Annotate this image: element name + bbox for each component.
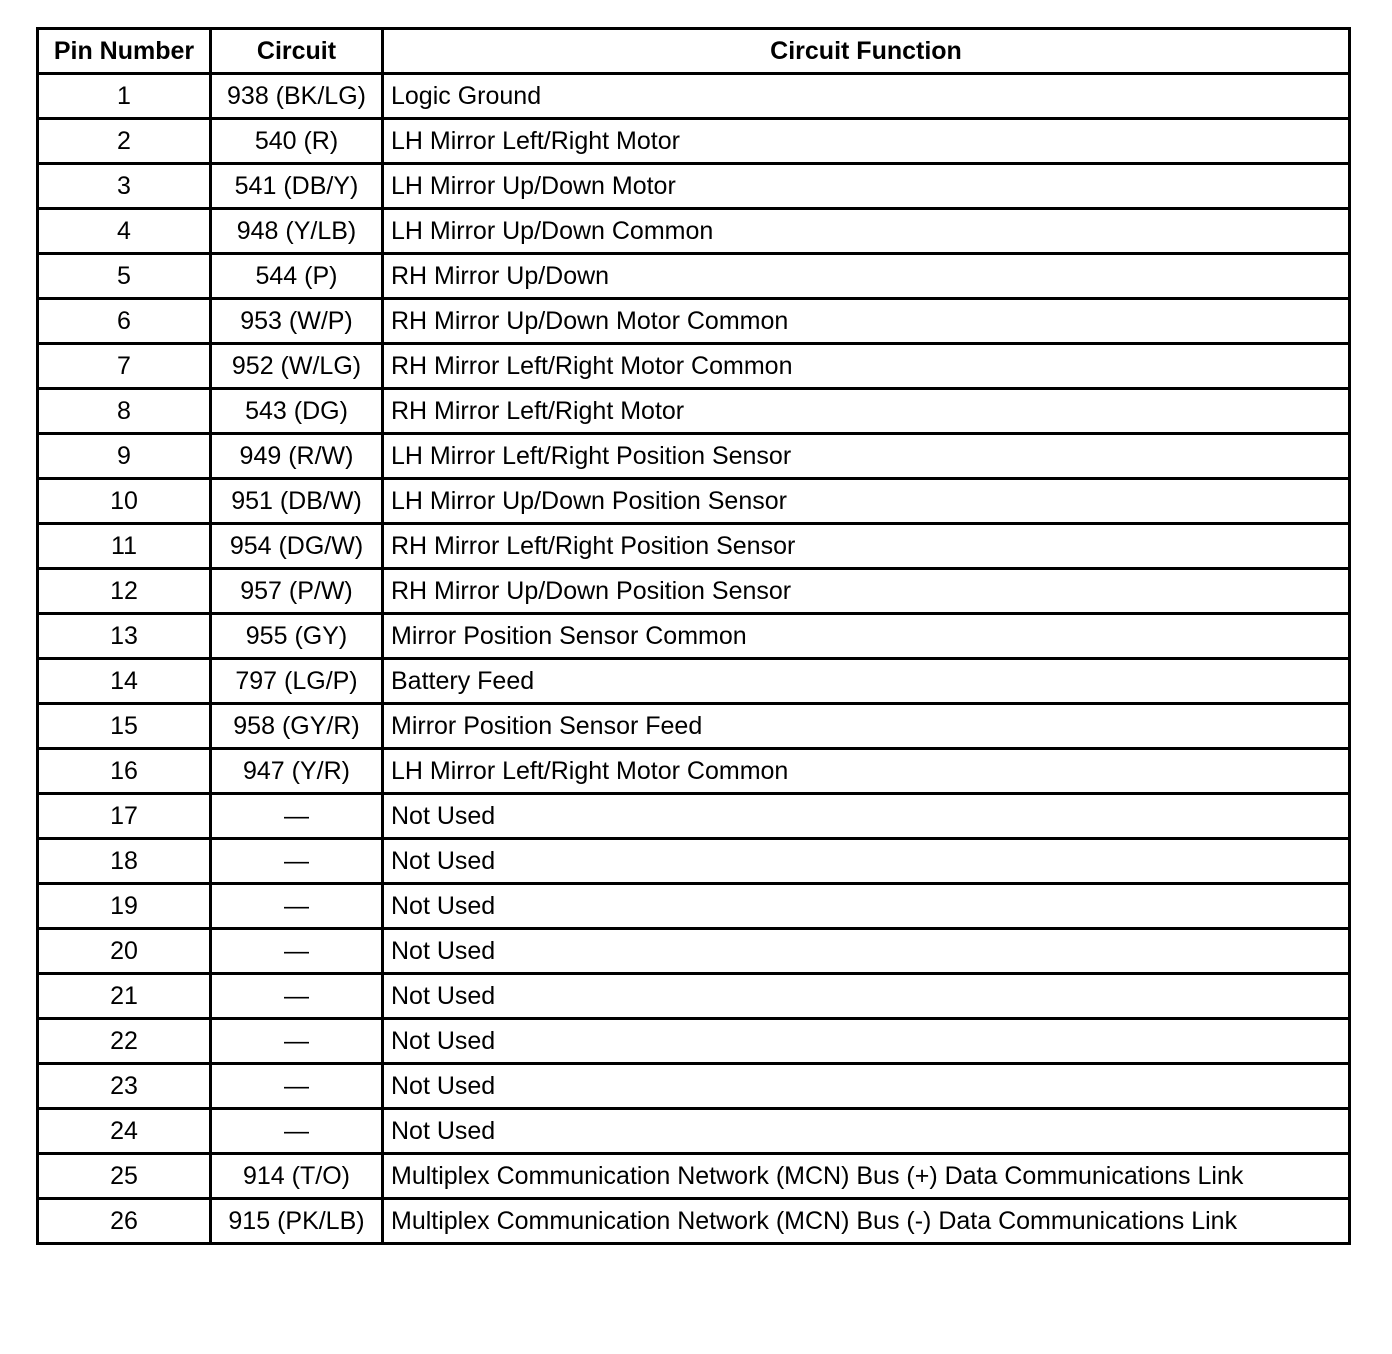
pin-number-cell: 16: [38, 749, 211, 794]
circuit-cell: 915 (PK/LB): [211, 1199, 383, 1244]
pin-number-cell: 3: [38, 164, 211, 209]
circuit-cell: 914 (T/O): [211, 1154, 383, 1199]
table-row: [38, 1109, 1350, 1154]
circuit-cell: 952 (W/LG): [211, 344, 383, 389]
table-row: [38, 389, 1350, 434]
circuit-cell: —: [211, 1109, 383, 1154]
circuit-function-cell: RH Mirror Up/Down Motor Common: [383, 299, 1350, 344]
table-row: [38, 344, 1350, 389]
circuit-function-cell: RH Mirror Up/Down: [383, 254, 1350, 299]
circuit-cell: —: [211, 974, 383, 1019]
circuit-cell: 951 (DB/W): [211, 479, 383, 524]
circuit-function-cell: Not Used: [383, 929, 1350, 974]
circuit-cell: —: [211, 839, 383, 884]
circuit-function-cell: Multiplex Communication Network (MCN) Bus (+) Data Communications Link: [383, 1154, 1350, 1199]
circuit-cell: 954 (DG/W): [211, 524, 383, 569]
pin-number-cell: 18: [38, 839, 211, 884]
pin-number-cell: 9: [38, 434, 211, 479]
table-row: [38, 119, 1350, 164]
circuit-function-cell: Logic Ground: [383, 74, 1350, 119]
table-row: [38, 524, 1350, 569]
table-row: [38, 434, 1350, 479]
circuit-cell: 544 (P): [211, 254, 383, 299]
pin-number-cell: 11: [38, 524, 211, 569]
circuit-function-cell: Not Used: [383, 839, 1350, 884]
circuit-cell: 957 (P/W): [211, 569, 383, 614]
circuit-function-cell: Not Used: [383, 884, 1350, 929]
pin-number-cell: 4: [38, 209, 211, 254]
circuit-cell: 541 (DB/Y): [211, 164, 383, 209]
circuit-function-cell: RH Mirror Left/Right Position Sensor: [383, 524, 1350, 569]
circuit-function-cell: LH Mirror Left/Right Motor Common: [383, 749, 1350, 794]
circuit-function-cell: Multiplex Communication Network (MCN) Bus (-) Data Communications Link: [383, 1199, 1350, 1244]
circuit-function-cell: LH Mirror Left/Right Position Sensor: [383, 434, 1350, 479]
circuit-function-cell: Not Used: [383, 1064, 1350, 1109]
table-body: [38, 74, 1350, 1244]
circuit-cell: —: [211, 929, 383, 974]
table-row: [38, 1019, 1350, 1064]
table-row: [38, 659, 1350, 704]
table-row: [38, 1064, 1350, 1109]
pin-number-cell: 10: [38, 479, 211, 524]
circuit-cell: —: [211, 1064, 383, 1109]
circuit-cell: 797 (LG/P): [211, 659, 383, 704]
pin-number-cell: 7: [38, 344, 211, 389]
circuit-function-cell: RH Mirror Up/Down Position Sensor: [383, 569, 1350, 614]
circuit-function-cell: LH Mirror Left/Right Motor: [383, 119, 1350, 164]
circuit-cell: 543 (DG): [211, 389, 383, 434]
table-row: [38, 794, 1350, 839]
circuit-function-cell: Not Used: [383, 974, 1350, 1019]
circuit-cell: —: [211, 884, 383, 929]
table-row: [38, 884, 1350, 929]
table-row: [38, 614, 1350, 659]
table-row: [38, 704, 1350, 749]
circuit-cell: —: [211, 1019, 383, 1064]
table-row: [38, 974, 1350, 1019]
circuit-cell: —: [211, 794, 383, 839]
table-row: [38, 74, 1350, 119]
pin-number-cell: 26: [38, 1199, 211, 1244]
table-row: [38, 1199, 1350, 1244]
table-row: [38, 209, 1350, 254]
table-row: [38, 839, 1350, 884]
circuit-function-cell: Battery Feed: [383, 659, 1350, 704]
circuit-function-cell: Not Used: [383, 794, 1350, 839]
pin-number-cell: 22: [38, 1019, 211, 1064]
header-circuit: Circuit: [211, 29, 383, 74]
circuit-cell: 948 (Y/LB): [211, 209, 383, 254]
pin-number-cell: 15: [38, 704, 211, 749]
pin-number-cell: 1: [38, 74, 211, 119]
table-row: [38, 254, 1350, 299]
circuit-cell: 958 (GY/R): [211, 704, 383, 749]
pin-number-cell: 19: [38, 884, 211, 929]
pin-number-cell: 17: [38, 794, 211, 839]
circuit-cell: 955 (GY): [211, 614, 383, 659]
circuit-cell: 540 (R): [211, 119, 383, 164]
circuit-function-cell: Not Used: [383, 1109, 1350, 1154]
circuit-function-cell: LH Mirror Up/Down Motor: [383, 164, 1350, 209]
circuit-function-cell: Mirror Position Sensor Common: [383, 614, 1350, 659]
pinout-table: [36, 27, 1351, 1245]
pin-number-cell: 24: [38, 1109, 211, 1154]
table-row: [38, 929, 1350, 974]
pin-number-cell: 6: [38, 299, 211, 344]
circuit-function-cell: LH Mirror Up/Down Common: [383, 209, 1350, 254]
circuit-cell: 949 (R/W): [211, 434, 383, 479]
header-row: [38, 29, 1350, 74]
pin-number-cell: 2: [38, 119, 211, 164]
circuit-function-cell: LH Mirror Up/Down Position Sensor: [383, 479, 1350, 524]
circuit-cell: 938 (BK/LG): [211, 74, 383, 119]
pin-number-cell: 13: [38, 614, 211, 659]
table-row: [38, 479, 1350, 524]
pin-number-cell: 5: [38, 254, 211, 299]
pin-number-cell: 23: [38, 1064, 211, 1109]
table-row: [38, 164, 1350, 209]
pin-number-cell: 14: [38, 659, 211, 704]
circuit-function-cell: Mirror Position Sensor Feed: [383, 704, 1350, 749]
pin-number-cell: 12: [38, 569, 211, 614]
pin-number-cell: 25: [38, 1154, 211, 1199]
circuit-function-cell: Not Used: [383, 1019, 1350, 1064]
table-row: [38, 1154, 1350, 1199]
circuit-cell: 947 (Y/R): [211, 749, 383, 794]
table-row: [38, 299, 1350, 344]
circuit-cell: 953 (W/P): [211, 299, 383, 344]
circuit-function-cell: RH Mirror Left/Right Motor Common: [383, 344, 1350, 389]
circuit-function-cell: RH Mirror Left/Right Motor: [383, 389, 1350, 434]
table-row: [38, 749, 1350, 794]
header-circuit-function: Circuit Function: [383, 29, 1350, 74]
pin-number-cell: 8: [38, 389, 211, 434]
table-row: [38, 569, 1350, 614]
pin-number-cell: 20: [38, 929, 211, 974]
header-pin-number: Pin Number: [38, 29, 211, 74]
pin-number-cell: 21: [38, 974, 211, 1019]
